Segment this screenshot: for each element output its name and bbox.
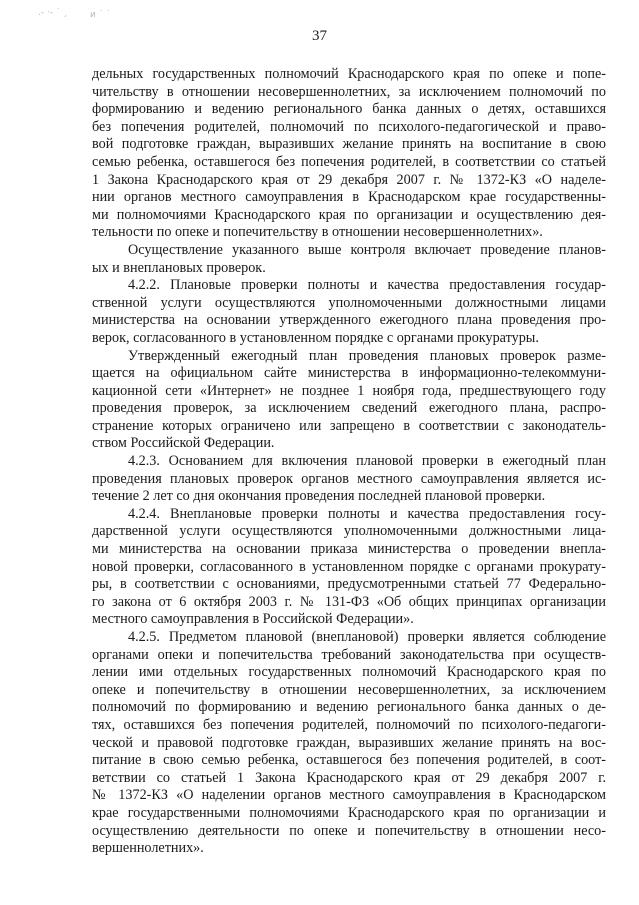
document-body	[92, 66, 606, 858]
text-line: ственной услуги осуществляются уполномоченными должностными лицами	[92, 294, 606, 311]
text-line: дельных государственных полномочий Краснодарского края по опеке и попе-	[92, 66, 606, 82]
text-line: 4.2.3. Основанием для включения плановой проверки в ежегодный план	[128, 453, 606, 470]
text-line: ми полномочиями Краснодарского края по организации и осуществлению дея-	[92, 206, 606, 223]
text-line: министерства на основании утвержденного ежегодного плана проведения про-	[92, 312, 606, 329]
text-line: ческой и правовой подготовке граждан, выразивших желание принять на вос-	[92, 734, 606, 751]
text-line: проведения проверок, за исключением сведений ежегодного плана, распро-	[92, 400, 606, 417]
text-line: крае государственными полномочиями Краснодарского края по организации и	[92, 804, 606, 821]
text-line: вершеннолетних».	[92, 840, 204, 857]
scan-artifact: .- ·- ˙ ¸	[38, 8, 68, 18]
text-line: верок, согласованного в установленном порядке с органами прокуратуры.	[92, 329, 539, 346]
text-line: странение которых ограничено или запрещено в соответствии с законодатель-	[92, 417, 606, 434]
text-line: кационной сети «Интернет» не позднее 1 ноября года, предшествующего году	[92, 382, 606, 399]
text-line: 4.2.2. Плановые проверки полноты и качества предоставления государ-	[128, 277, 606, 294]
text-line: нии органов местного самоуправления в Краснодарском крае государственны-	[92, 189, 606, 206]
text-line: № 1372-КЗ «О наделении органов местного самоуправления в Краснодарском	[92, 787, 606, 804]
text-line: дарственной услуги осуществляются уполномоченными должностными лица-	[92, 523, 606, 540]
text-line: местного самоуправления в Российской Федерации».	[92, 611, 414, 628]
text-line: ством Российской Федерации.	[92, 435, 275, 452]
text-line: проведения плановых проверок органов местного самоуправления является ис-	[92, 470, 606, 487]
text-line: лении ими отдельных государственных полномочий Краснодарского края по	[92, 664, 606, 681]
text-line: 1 Закона Краснодарского края от 29 декабря 2007 г. № 1372-КЗ «О наделе-	[92, 171, 606, 188]
text-line: щается на официальном сайте министерства в информационно-телекоммуни-	[92, 365, 606, 382]
text-line: чительству в отношении несовершеннолетних, за исключением полномочий по	[92, 83, 606, 100]
text-line: тях, оставшихся без попечения родителей, полномочий по психолого-педагоги-	[92, 716, 606, 733]
text-line: новой проверки, согласованного в установленном порядке с органами прокурату-	[92, 558, 606, 575]
text-line: течение 2 лет со дня окончания проведения последней плановой проверки.	[92, 488, 546, 505]
text-line: Осуществление указанного выше контроля включает проведение планов-	[128, 241, 606, 258]
text-line: 4.2.4. Внеплановые проверки полноты и качества предоставления госу-	[128, 505, 606, 522]
text-line: формированию и ведению регионального банка данных о детях, оставшихся	[92, 101, 606, 118]
text-line: семью ребенка, оставшегося без попечения родителей, в соответствии со статьей	[92, 153, 606, 170]
text-line: опеке и попечительству в отношении несовершеннолетних, за исключением	[92, 681, 606, 698]
text-line: вой подготовке граждан, выразивших желание принять на воспитание в свою	[92, 136, 606, 153]
text-line: без попечения родителей, полномочий по психолого-педагогической и право-	[92, 118, 606, 135]
text-line: полномочий по формированию и ведению регионального банка данных о де-	[92, 699, 606, 716]
text-line: 4.2.5. Предметом плановой (внеплановой) проверки является соблюдение	[128, 629, 606, 645]
text-line: Утвержденный ежегодный план проведения плановых проверок разме-	[128, 347, 606, 364]
text-line: ых и внеплановых проверок.	[92, 259, 266, 276]
text-line: тельности по опеке и попечительству в отношении несовершеннолетних».	[92, 224, 543, 241]
text-line: питание в свою семью ребенка, оставшегося без попечения родителей, в соот-	[92, 752, 606, 769]
scan-artifact: и ˙ ˙	[90, 10, 111, 20]
text-line: ми министерства на основании приказа министерства о проведении внепла-	[92, 541, 606, 558]
text-line: органами опеки и попечительства требований законодательства при осуществ-	[92, 646, 606, 663]
text-line: ры, в соответствии с основаниями, предусмотренными статьей 77 Федерально-	[92, 576, 606, 593]
text-line: го закона от 6 октября 2003 г. № 131-ФЗ «Об общих принципах организации	[92, 593, 606, 610]
text-line: ветствии со статьей 1 Закона Краснодарского края от 29 декабря 2007 г.	[92, 769, 606, 786]
page-number: 37	[312, 28, 327, 44]
text-line: осуществлению деятельности по опеке и попечительству в отношении несо-	[92, 822, 606, 839]
